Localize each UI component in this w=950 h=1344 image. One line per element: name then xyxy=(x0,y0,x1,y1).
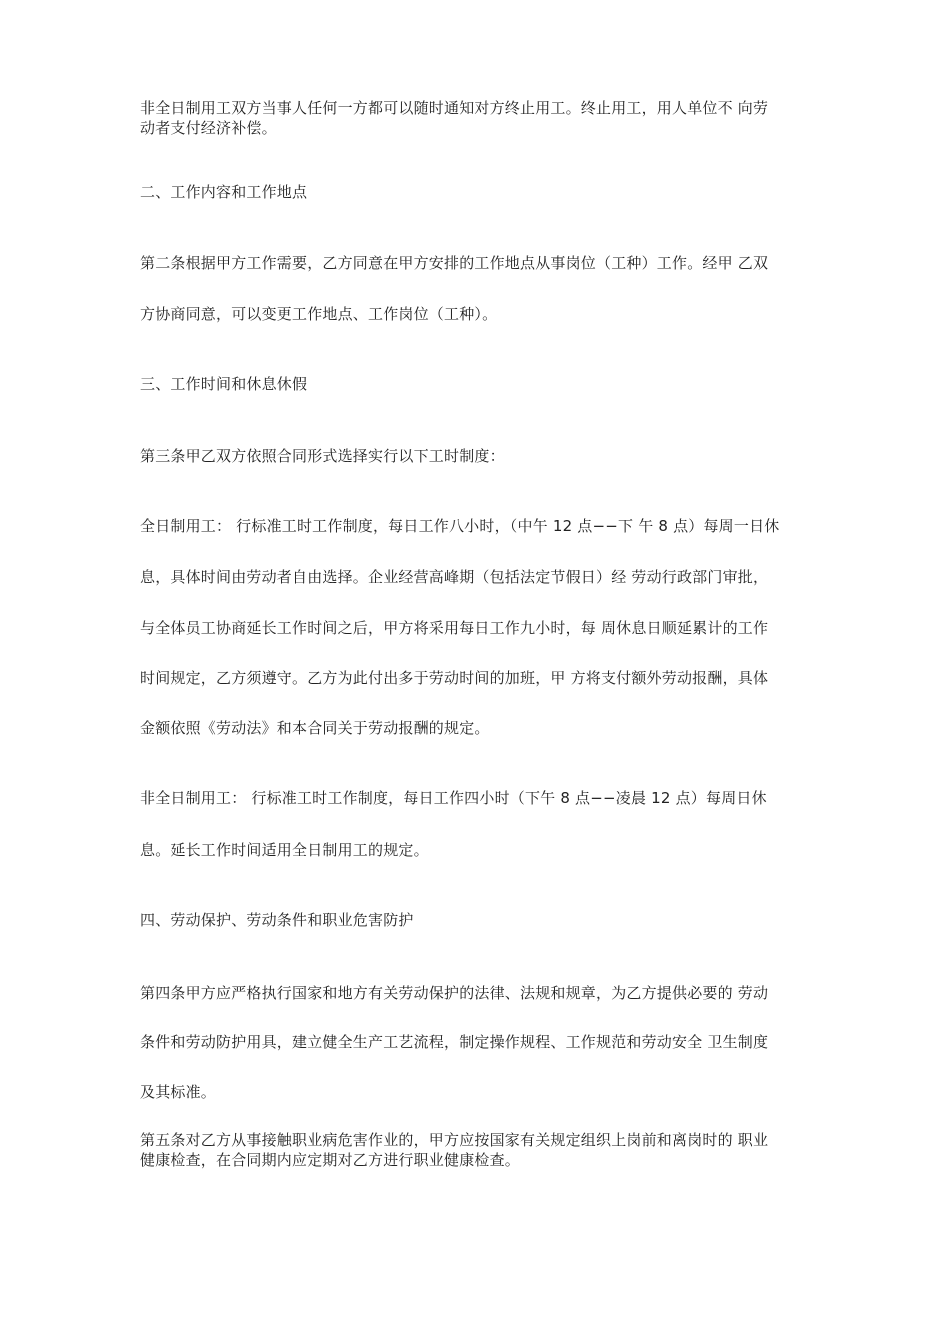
text-line: 时间规定，乙方须遵守。乙方为此付出多于劳动时间的加班，甲 方将支付额外劳动报酬，具体 xyxy=(140,669,769,687)
text-line: 金额依照《劳动法》和本合同关于劳动报酬的规定。 xyxy=(140,719,490,737)
text-line: 方协商同意，可以变更工作地点、工作岗位（工种）。 xyxy=(140,305,498,323)
text-line: 动者支付经济补偿。 xyxy=(140,119,277,137)
text-line: 第二条根据甲方工作需要，乙方同意在甲方安排的工作地点从事岗位（工种）工作。经甲 乙双 xyxy=(140,254,769,272)
text-line: 第五条对乙方从事接触职业病危害作业的，甲方应按国家有关规定组织上岗前和离岗时的 职业 xyxy=(140,1131,769,1149)
section-heading: 三、工作时间和休息休假 xyxy=(140,375,308,393)
section-heading: 四、劳动保护、劳动条件和职业危害防护 xyxy=(140,911,414,929)
text-line: 第三条甲乙双方依照合同形式选择实行以下工时制度： xyxy=(140,447,505,465)
text-line: 及其标准。 xyxy=(140,1083,217,1101)
text-line: 非全日制用工双方当事人任何一方都可以随时通知对方终止用工。终止用工，用人单位不 向劳 xyxy=(140,99,769,117)
text-line: 健康检查，在合同期内应定期对乙方进行职业健康检查。 xyxy=(140,1151,521,1169)
text-line: 息，具体时间由劳动者自由选择。企业经营高峰期（包括法定节假日）经 劳动行政部门审批， xyxy=(140,568,769,586)
text-line: 第四条甲方应严格执行国家和地方有关劳动保护的法律、法规和规章，为乙方提供必要的 劳动 xyxy=(140,984,769,1002)
text-line: 息。延长工作时间适用全日制用工的规定。 xyxy=(140,841,429,859)
text-line: 与全体员工协商延长工作时间之后，甲方将采用每日工作九小时，每 周休息日顺延累计的工作 xyxy=(140,619,769,637)
text-line: 条件和劳动防护用具，建立健全生产工艺流程，制定操作规程、工作规范和劳动安全 卫生制度 xyxy=(140,1033,769,1051)
section-heading: 二、工作内容和工作地点 xyxy=(140,183,308,201)
text-line: 全日制用工： 行标准工时工作制度，每日工作八小时，（中午 12 点−−下 午 8 点）每周一日休 xyxy=(140,517,780,535)
text-line: 非全日制用工： 行标准工时工作制度，每日工作四小时（下午 8 点−−凌晨 12 点）每周日休 xyxy=(140,789,767,807)
